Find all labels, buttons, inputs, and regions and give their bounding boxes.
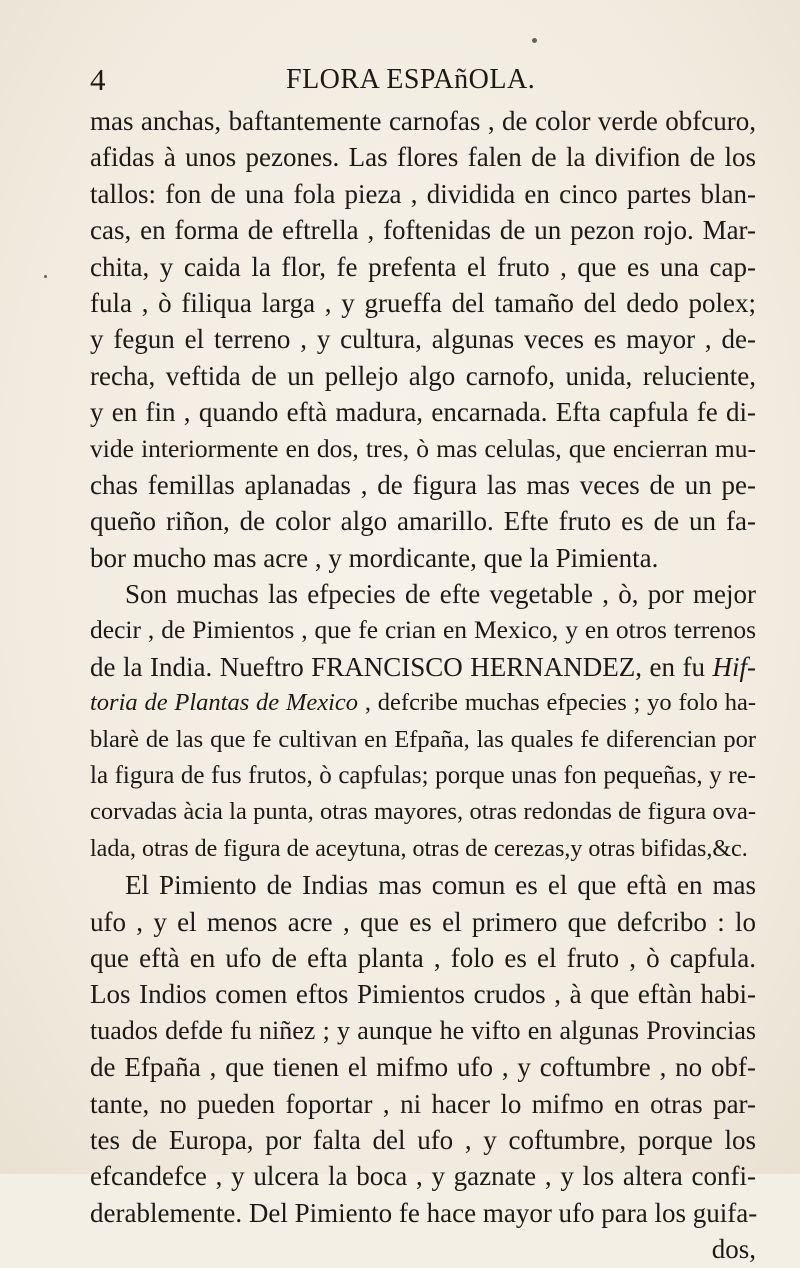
text-line: lada, otras de figura de aceytuna, otras de cerezas,y otras bifidas,&c. [90,835,748,862]
text-line: bor mucho mas acre , y mordicante, que la Pimienta. [90,542,659,573]
text-line: toria de Plantas de Mexico , defcribe muchas efpecies ; yo folo ha- [90,689,756,717]
text-line: y en fin , quando eftà madura, encarnada. Efta capfula fe di- [90,397,756,428]
text-line: de Efpaña , que tienen el mifmo ufo , y coftumbre , no obf- [90,1052,756,1083]
page-header [90,60,750,100]
text-line: tante, no pueden foportar , ni hacer lo mifmo en otras par- [90,1088,756,1119]
body-text [90,103,756,1268]
text-line: cas, en forma de eftrella , foftenidas de un pezon rojo. Mar- [90,215,756,246]
page-number: 4 [90,62,106,97]
text-line: Los Indios comen eftos Pimientos crudos , à que eftàn habi- [90,979,756,1010]
text-line: y fegun el terreno , y cultura, algunas veces es mayor , de- [90,324,756,355]
text-line: Son muchas las efpecies de efte vegetable , ò, por mejor [125,579,756,610]
text-line: efcandefce , y ulcera la boca , y gaznate , y los altera confi- [90,1161,756,1192]
text-line: blarè de las que fe cultivan en Efpaña, las quales fe diferencian por [90,725,756,753]
ink-speck [532,38,537,43]
text-line: queño riñon, de color algo amarillo. Efte fruto es de un fa- [90,506,756,537]
text-line: afidas à unos pezones. Las flores falen de la divifion de los [90,142,756,173]
text-line: decir , de Pimientos , que fe crian en Mexico, y en otros terrenos [90,615,756,645]
text-line: vide interiormente en dos, tres, ò mas celulas, que encierran mu- [90,433,756,463]
text-line: chas femillas aplanadas , de figura las mas veces de un pe- [90,469,756,500]
running-head: FLORA ESPAñOLA. [286,64,536,95]
text-line: de la India. Nueftro FRANCISCO HERNANDEZ, en fu Hif- [90,651,756,682]
text-line: mas anchas, baftantemente carnofas , de color verde obfcuro, [90,106,756,136]
text-line: fula , ò filiqua larga , y grueffa del tamaño del dedo polex; [90,287,756,318]
text-line: derablemente. Del Pimiento fe hace mayor ufo para los guifa- [90,1197,758,1228]
catchword: dos, [711,1234,756,1265]
text-line: la figura de fus frutos, ò capfulas; porque unas fon pequeñas, y re- [90,762,756,790]
text-line: chita, y caida la flor, fe prefenta el fruto , que es una cap- [90,251,756,282]
text-line: tallos: fon de una fola pieza , dividida en cinco partes blan- [90,178,756,209]
text-line: recha, veftida de un pellejo algo carnofo, unida, reluciente, [90,360,756,391]
text-line: El Pimiento de Indias mas comun es el que eftà en mas [125,870,756,901]
text-line: tes de Europa, por falta del ufo , y coftumbre, porque los [90,1124,756,1155]
ink-speck [44,275,47,278]
text-line: corvadas àcia la punta, otras mayores, otras redondas de figura ova- [90,798,756,826]
text-line: tuados defde fu niñez ; y aunque he vifto en algunas Provincias [90,1015,756,1045]
text-line: ufo , y el menos acre , que es el primero que defcribo : lo [90,906,756,937]
text-line: que eftà en ufo de efta planta , folo es el fruto , ò capfula. [90,942,756,973]
